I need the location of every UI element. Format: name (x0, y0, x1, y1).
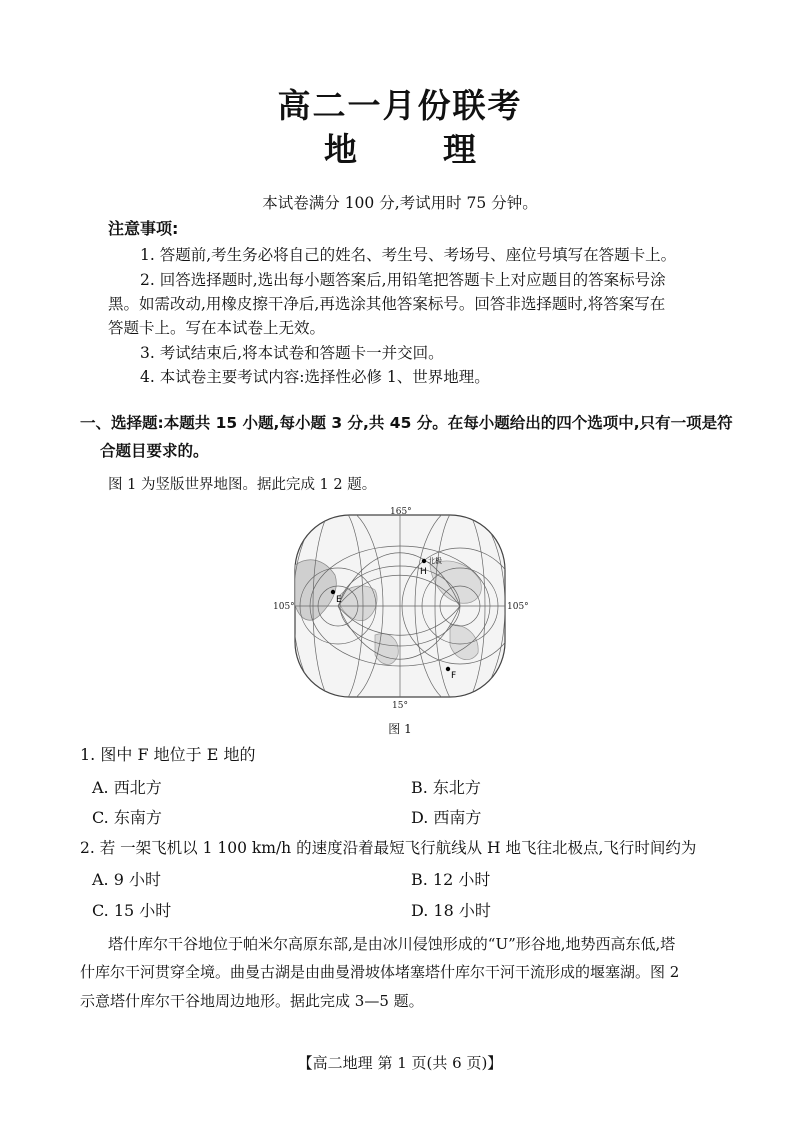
point-e-dot (331, 590, 335, 594)
q2-stem: 2. 若 一架飞机以 1 100 km/h 的速度沿着最短飞行航线从 H 地飞往北极点,飞行时间约为 (80, 839, 697, 857)
section-heading-line-1: 一、选择题:本题共 15 小题,每小题 3 分,共 45 分。在每小题给出的四个选项中,只有一项是符 (80, 414, 733, 432)
note-2-line-3: 答题卡上。写在本试卷上无效。 (108, 319, 326, 337)
note-2-line-2: 黑。如需改动,用橡皮擦干净后,再选涂其他答案标号。回答非选择题时,将答案写在 (108, 295, 666, 313)
q2-option-d: D. 18 小时 (411, 901, 491, 920)
point-f-label: F (451, 671, 457, 681)
page-footer: 【高二地理 第 1 页(共 6 页)】 (297, 1054, 503, 1072)
q1-stem: 1. 图中 F 地位于 E 地的 (80, 745, 256, 764)
label-105-right: 105° (507, 602, 529, 612)
q1-option-c: C. 东南方 (92, 808, 162, 827)
score-info: 本试卷满分 100 分,考试用时 75 分钟。 (262, 194, 538, 212)
section-heading-line-2: 合题目要求的。 (100, 442, 209, 460)
q1-option-b: B. 东北方 (411, 778, 481, 797)
passage-line-1: 塔什库尔干谷地位于帕米尔高原东部,是由冰川侵蚀形成的“U”形谷地,地势西高东低,塔 (108, 935, 676, 953)
exam-title: 高二一月份联考 (277, 86, 523, 125)
figure-caption: 图 1 (388, 722, 412, 736)
note-2-line-1: 2. 回答选择题时,选出每小题答案后,用铅笔把答题卡上对应题目的答案标号涂 (140, 271, 666, 289)
q2-option-c: C. 15 小时 (92, 901, 172, 920)
q2-option-b: B. 12 小时 (411, 870, 491, 889)
north-pole-label: 北极 (428, 557, 442, 565)
q1-option-a: A. 西北方 (92, 778, 162, 797)
label-165: 165° (390, 507, 412, 517)
passage-line-3: 示意塔什库尔干谷地周边地形。据此完成 3—5 题。 (80, 992, 424, 1010)
question-intro: 图 1 为竖版世界地图。据此完成 1 2 题。 (108, 477, 377, 493)
world-map-figure (273, 505, 529, 711)
label-105-left: 105° (273, 602, 295, 612)
q1-option-d: D. 西南方 (411, 808, 482, 827)
notes-heading: 注意事项: (108, 219, 179, 238)
note-1: 1. 答题前,考生务必将自己的姓名、考生号、考场号、座位号填写在答题卡上。 (140, 246, 677, 264)
note-3: 3. 考试结束后,将本试卷和答题卡一并交回。 (140, 344, 444, 362)
subject-char-2: 理 (443, 130, 476, 169)
point-e-label: E (336, 595, 342, 605)
q2-option-a: A. 9 小时 (92, 870, 161, 889)
point-f-dot (446, 667, 450, 671)
subject-char-1: 地 (324, 130, 357, 169)
point-h-label: H (420, 567, 427, 577)
passage-line-2: 什库尔干河贯穿全境。曲曼古湖是由曲曼滑坡体堵塞塔什库尔干河干流形成的堰塞湖。图 2 (80, 963, 680, 981)
note-4: 4. 本试卷主要考试内容:选择性必修 1、世界地理。 (140, 368, 490, 386)
label-15: 15° (392, 701, 408, 711)
point-h-dot (422, 559, 426, 563)
subject-title (0, 124, 800, 171)
